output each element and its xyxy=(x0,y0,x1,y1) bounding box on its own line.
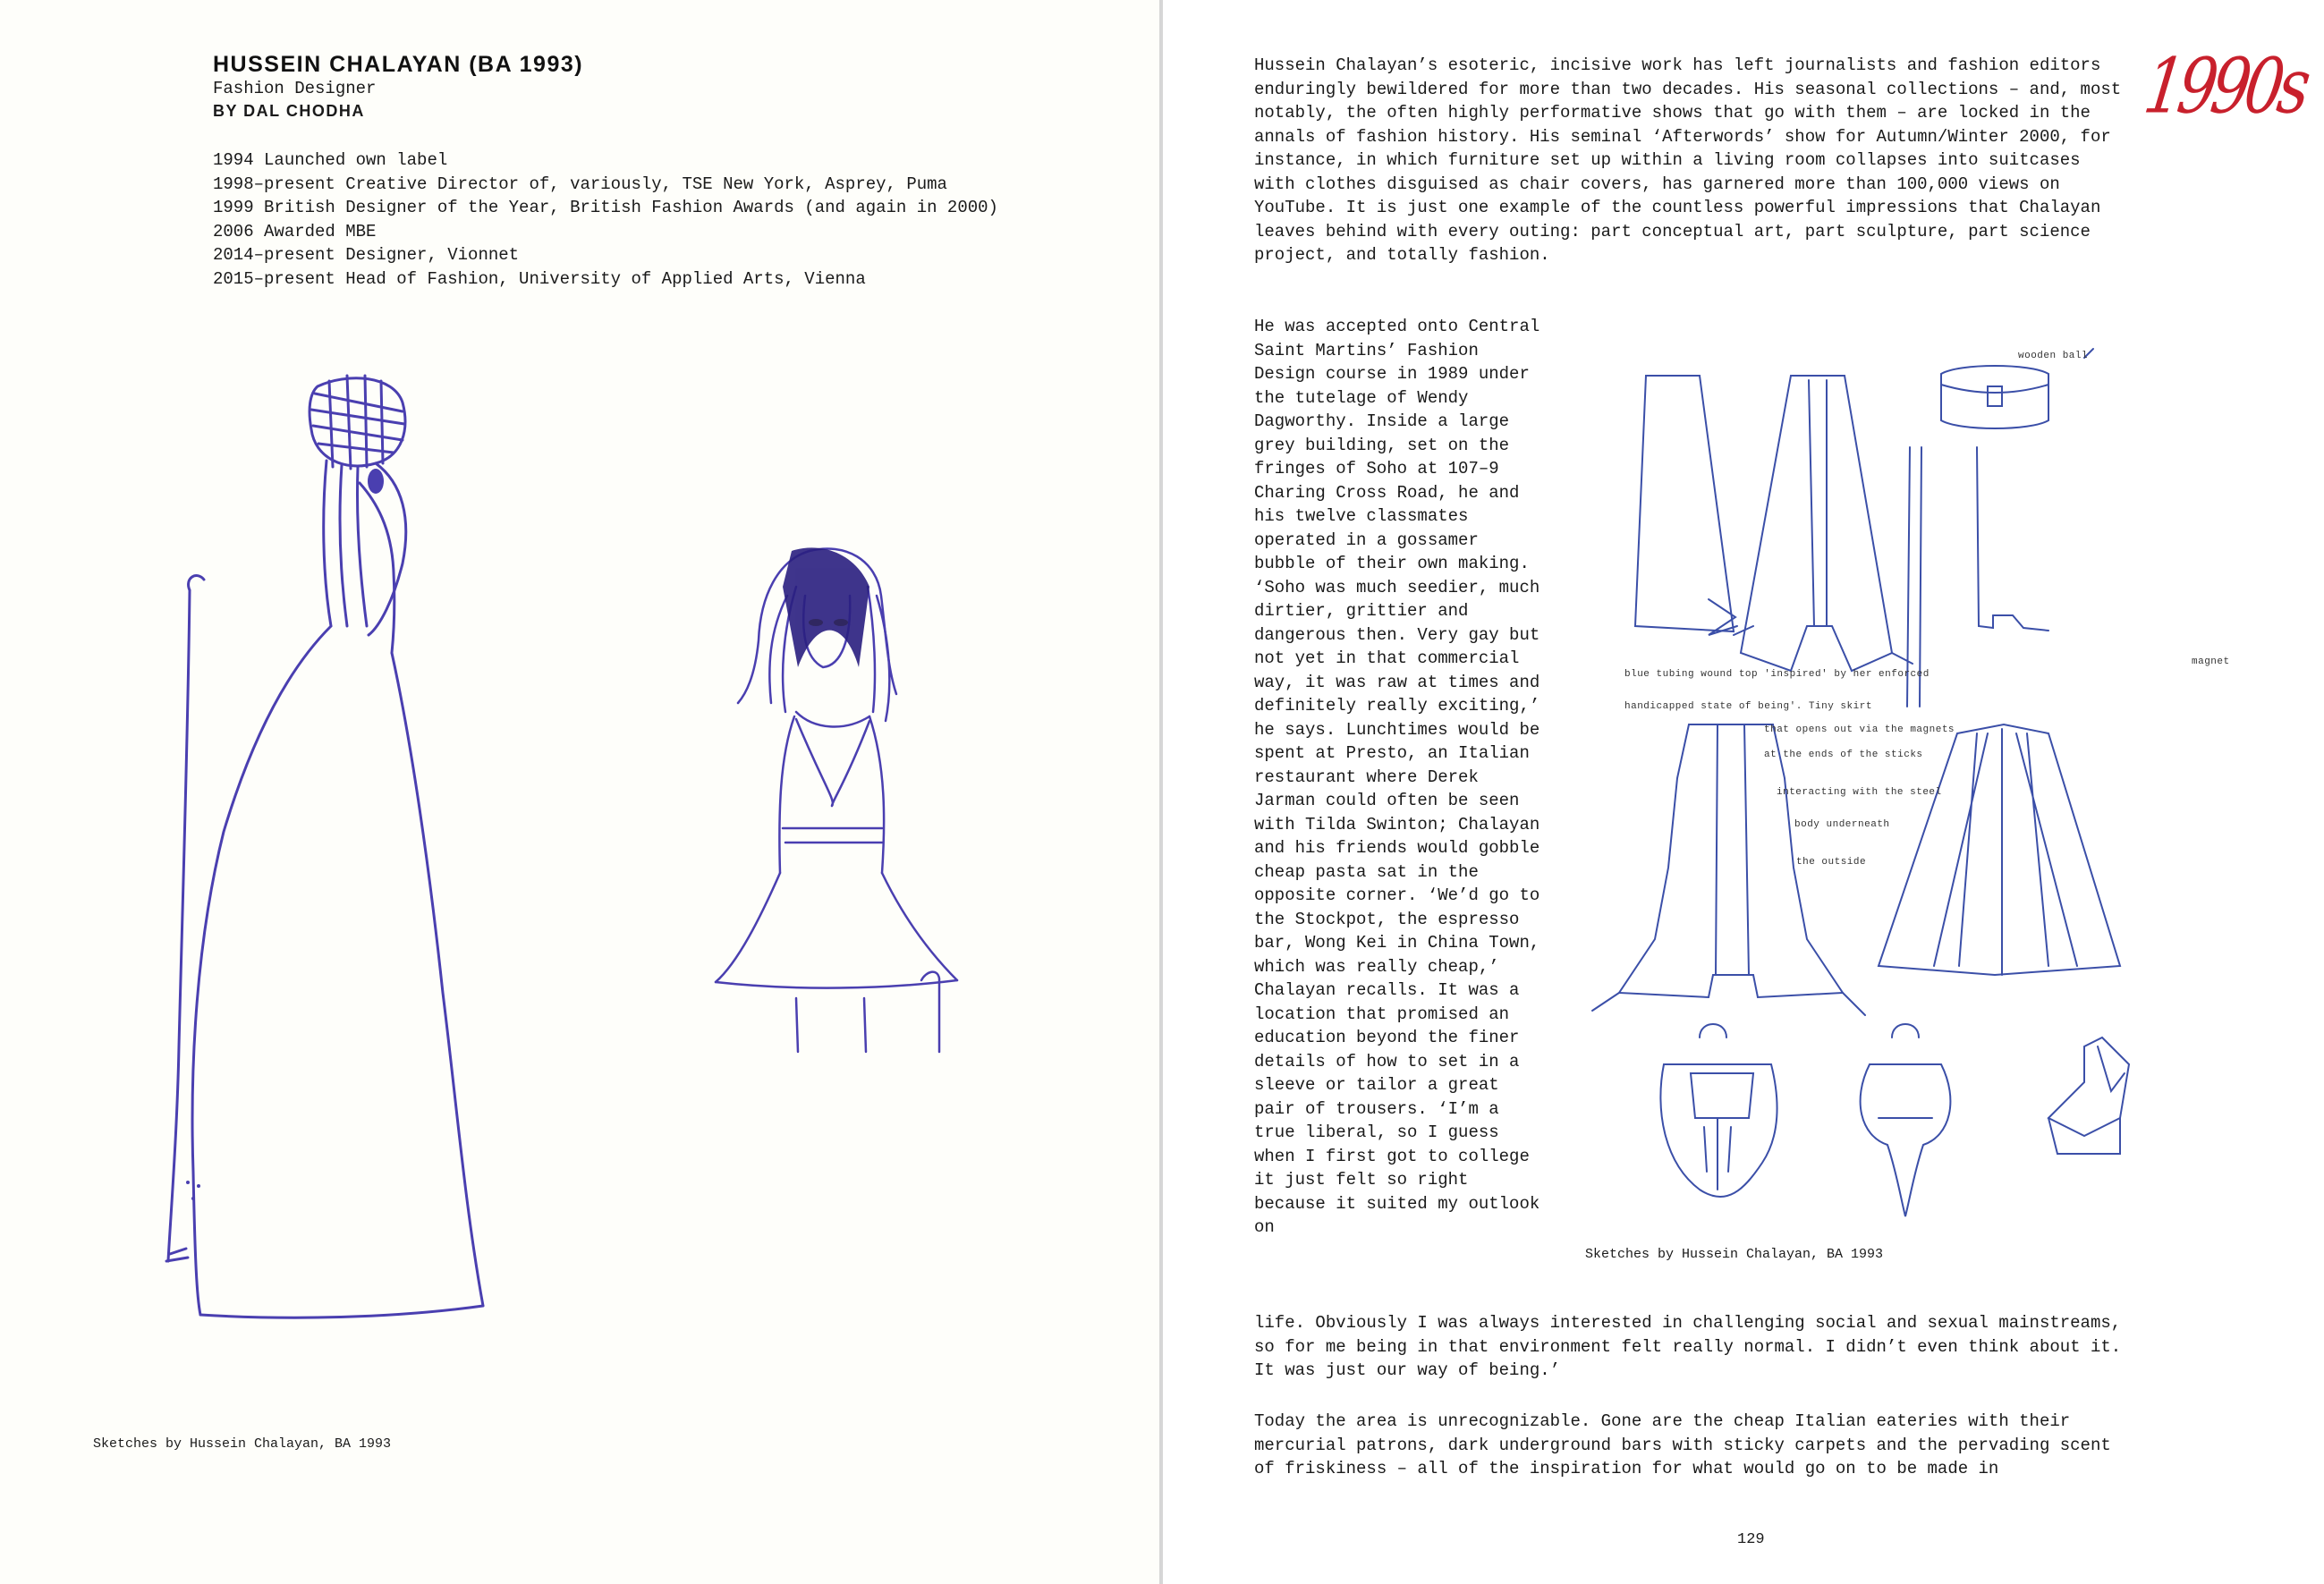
timeline-item: 2006 Awarded MBE xyxy=(213,221,377,241)
page-title: HUSSEIN CHALAYAN (BA 1993) xyxy=(213,52,584,77)
left-caption: Sketches by Hussein Chalayan, BA 1993 xyxy=(93,1436,392,1452)
page-number: 129 xyxy=(1737,1531,1765,1548)
timeline-item: 2015–present Head of Fashion, University of Applied Arts, Vienna xyxy=(213,268,866,289)
right-caption: Sketches by Hussein Chalayan, BA 1993 xyxy=(1585,1247,1884,1262)
timeline-item: 2014–present Designer, Vionnet xyxy=(213,245,520,265)
article-paragraph: Hussein Chalayan’s esoteric, incisive work has left journalists and fashion editors enduringly bewildered for more than two decades. His seasonal collections – and, most notably, the often highly performative shows that go with them – are locked in the annals of fashion history. His seminal ‘Afterwords’ show for Autumn/Winter 2000, for instance, in which furniture set up within a living room collapses into suitcases with clothes disguised as chair covers, has garnered more than 100,000 views on YouTube. It is just one example of the countless powerful impressions that Chalayan leaves behind with every outing: part conceptual art, part sculpture, part science project, and totally fashion. xyxy=(1254,55,2122,265)
sketch-note: interacting with the steel xyxy=(1777,787,1942,798)
article-paragraph-continued: life. Obviously I was always interested in challenging social and sexual mainstreams, so for me being in that environment felt really normal. I didn’t even think about it. It was just our way of being.’ xyxy=(1254,1313,2122,1380)
article-paragraph: Today the area is unrecognizable. Gone are the cheap Italian eateries with their mercurial patrons, dark underground bars with sticky carpets and the pervading scent of friskiness – all of the inspiration for what would go on to be made in xyxy=(1254,1411,2111,1478)
byline: BY DAL CHODHA xyxy=(213,102,365,120)
sketch-note-wooden-ball: wooden ball xyxy=(2018,351,2089,361)
timeline-item: 1998–present Creative Director of, variously, TSE New York, Asprey, Puma xyxy=(213,174,947,194)
decade-mark: 1990s xyxy=(2139,43,2311,131)
sketch-note: the outside xyxy=(1796,857,1867,868)
sketch-figure-with-cane xyxy=(662,533,1020,1052)
sketch-note: handicapped state of being'. Tiny skirt xyxy=(1624,701,1872,712)
left-page xyxy=(0,0,1159,1584)
sketch-note: that opens out via the magnets xyxy=(1764,724,1955,735)
career-timeline xyxy=(213,148,998,291)
timeline-item: 1999 British Designer of the Year, British Fashion Awards (and again in 2000) xyxy=(213,198,998,217)
sketch-tall-figure xyxy=(107,367,590,1333)
timeline-item: 1994 Launched own label xyxy=(213,150,448,170)
sketch-note: body underneath xyxy=(1794,819,1890,830)
role-subtitle: Fashion Designer xyxy=(213,79,377,98)
sketch-note: at the ends of the sticks xyxy=(1764,750,1923,760)
article-paragraph-column: He was accepted onto Central Saint Martins’ Fashion Design course in 1989 under the tutelage of Wendy Dagworthy. Inside a large grey building, set on the fringes of Soho at 107–9 Charing Cross Road, he and his twelve classmates operated in a gossamer bubble of their own making. ‘Soho was much seedier, much dirtier, grittier and dangerous then. Very gay but not yet in that commercial way, it was raw at times and definitely really exciting,’ he says. Lunchtimes would be spent at Presto, an Italian restaurant where Derek Jarman could often be seen with Tilda Swinton; Chalayan and his friends would gobble cheap pasta sat in the opposite corner. ‘We’d go to the Stockpot, the espresso bar, Wong Kei in China Town, which was really cheap,’ Chalayan recalls. It was a location that promised an education beyond the finer details of how to set in a sleeve or tailor a great pair of trousers. ‘I’m a true liberal, so I guess when I first got to college it just felt so right because it suited my outlook on xyxy=(1254,317,1540,1237)
sketch-note-magnet: magnet xyxy=(2192,656,2230,667)
sketch-garment-flats xyxy=(1583,331,2174,1225)
sketch-note: blue tubing wound top 'inspired' by her enforced xyxy=(1624,669,1930,680)
